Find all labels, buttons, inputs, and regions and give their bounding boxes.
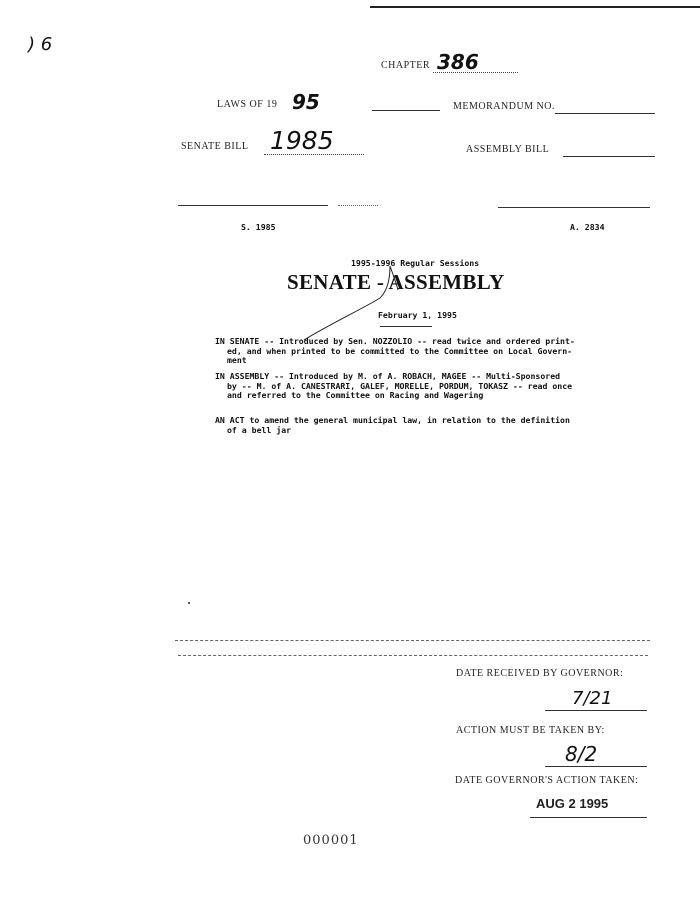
top-border: [370, 6, 700, 8]
senate-bill-line: [264, 154, 364, 155]
pen-stroke: [300, 252, 410, 347]
received-line: [545, 710, 647, 711]
separator-mid: [338, 205, 378, 206]
laws-of-year: 95: [292, 90, 320, 114]
separator-right: [498, 207, 650, 208]
senate-bill-label: SENATE BILL: [181, 141, 249, 152]
action-taken-label: DATE GOVERNOR'S ACTION TAKEN:: [455, 775, 639, 786]
session-line: 1995-1996 Regular Sessions: [351, 258, 480, 268]
action-taken-line: [530, 817, 647, 818]
laws-line: [372, 110, 440, 111]
action-must-label: ACTION MUST BE TAKEN BY:: [456, 725, 605, 736]
in-senate-line3: ment: [227, 355, 247, 365]
in-assembly-paragraph: [215, 372, 645, 401]
action-must-line: [545, 766, 647, 767]
senate-bill-number: 1985: [270, 126, 334, 155]
lower-separator-2: [178, 655, 648, 656]
lower-separator-1: [175, 640, 650, 641]
action-must-value: 8/2: [565, 742, 598, 766]
assembly-bill-line: [563, 156, 655, 157]
in-assembly-line2: by -- M. of A. CANESTRARI, GALEF, MORELLE, PORDUM, TOKASZ -- read once: [227, 380, 573, 391]
in-senate-line1: IN SENATE -- Introduced by Sen. NOZZOLIO -- read twice and ordered print-: [215, 336, 575, 346]
memorandum-line: [555, 113, 655, 114]
page-number: 000001: [303, 833, 359, 848]
heading-assembly: ASSEMBLY: [388, 270, 505, 294]
date: February 1, 1995: [378, 310, 457, 320]
in-senate-paragraph: [215, 337, 645, 366]
received-value: 7/21: [572, 688, 613, 709]
memorandum-label: MEMORANDUM NO.: [453, 101, 556, 112]
in-assembly-line1: IN ASSEMBLY -- Introduced by M. of A. ROBACH, MAGEE -- Multi-Sponsored: [215, 371, 561, 381]
margin-mark: ) 6: [28, 34, 53, 55]
chapter-number: 386: [437, 50, 479, 74]
senate-number: S. 1985: [241, 222, 276, 232]
assembly-bill-label: ASSEMBLY BILL: [466, 144, 550, 155]
heading-senate: SENATE: [287, 270, 372, 294]
in-senate-line2: ed, and when printed to be committed to the Committee on Local Govern-: [227, 345, 573, 356]
assembly-number: A. 2834: [570, 222, 605, 232]
stray-mark: [188, 602, 190, 604]
act-line2: of a bell jar: [227, 424, 292, 435]
chapter-line: [433, 72, 518, 73]
received-label: DATE RECEIVED BY GOVERNOR:: [456, 668, 624, 679]
act-paragraph: [215, 416, 645, 435]
chapter-label: CHAPTER: [381, 60, 431, 71]
heading-dash: -: [376, 270, 385, 294]
separator-left: [178, 205, 328, 206]
act-line1: AN ACT to amend the general municipal law, in relation to the definition: [215, 415, 570, 425]
in-assembly-line3: and referred to the Committee on Racing and Wagering: [227, 390, 484, 400]
action-taken-stamp: AUG 2 1995: [536, 796, 609, 811]
date-underline: [380, 326, 432, 327]
laws-of-label: LAWS OF 19: [217, 99, 278, 110]
